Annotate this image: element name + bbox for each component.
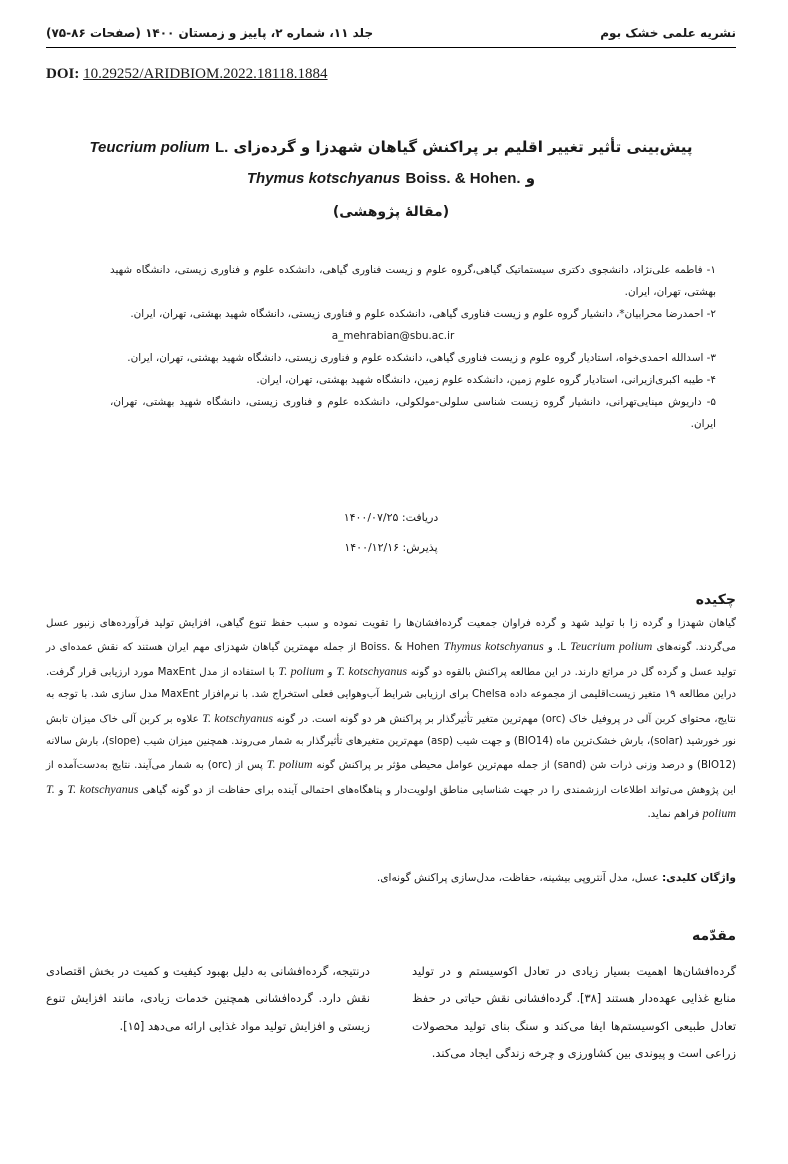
author-affiliations	[110, 259, 716, 435]
author-4: ۴- طیبه اکبری‌ازیرانی، استادیار گروه علوم زمین، دانشکده علوم زمین، دانشگاه شهید بهشتی، تهران، ایران.	[256, 374, 716, 386]
species-name: T. polium	[278, 663, 324, 678]
header-rule	[46, 47, 736, 48]
abstract-heading: چکیده	[695, 592, 736, 608]
abstract-text: با استفاده از مدل MaxEnt مورد ارزیابی قرار گرفت. دراین مطالعه ۱۹ متغیر زیست‌اقلیمی از مجموعه داده Chelsa برای ارزیابی شرایط آب‌وهوایی فعلی استخراج شد. با نرم‌افزار MaxEnt مدل سازی شد. با توجه به نتایج، محتوای کربن آلی در پروفیل خاک (orc) مهم‌ترین متغیر تأثیرگذار بر پراکنش هر دو گونه است. در گونه	[46, 666, 736, 725]
keywords-label: واژگان کلیدی:	[661, 872, 736, 884]
abstract-text: L. و	[547, 642, 566, 654]
species-name: Teucrium polium	[570, 639, 653, 654]
submission-dates	[46, 503, 736, 563]
running-header	[46, 22, 736, 44]
species-name: T. kotschyanus	[336, 663, 408, 678]
article-type: (مقالهٔ پژوهشی)	[332, 204, 450, 220]
title-species-2-author: Boiss. & Hohen.	[405, 170, 521, 187]
intro-column-left	[46, 958, 370, 1040]
doi-link[interactable]: 10.29252/ARIDBIOM.2022.18118.1884	[83, 66, 328, 82]
journal-name: نشریه علمی خشک بوم	[600, 26, 736, 40]
title-text-fa: پیش‌بینی تأثیر تغییر اقلیم بر پراکنش گیاهان شهدزا و گرده‌زای	[233, 138, 693, 156]
title-line-1	[46, 132, 736, 163]
author-2: ۲- احمدرضا محرابیان*، دانشیار گروه علوم و زیست فناوری گیاهی، دانشکده علوم و فناوری زیستی، دانشگاه شهید بهشتی، تهران، ایران.	[130, 308, 716, 320]
species-name: T. polium	[46, 781, 736, 821]
title-line-2	[46, 163, 736, 194]
keywords-value: عسل، مدل آنتروپی بیشینه، حفاظت، مدل‌سازی پراکنش گونه‌ای.	[376, 872, 659, 884]
abstract-text: و	[58, 784, 64, 796]
species-name: Thymus kotschyanus	[443, 639, 544, 654]
intro-column-right	[412, 958, 736, 1068]
abstract-body	[46, 613, 736, 827]
corresponding-email[interactable]: a_mehrabian@sbu.ac.ir	[331, 330, 455, 342]
doi-label: DOI:	[46, 66, 80, 82]
accepted-date: پذیرش: ۱۴۰۰/۱۲/۱۶	[344, 541, 438, 554]
abstract-text: فراهم نماید.	[647, 809, 700, 821]
author-1: ۱- فاطمه علی‌نژاد، دانشجوی دکتری سیستماتیک گیاهی،گروه علوم و زیست فناوری گیاهی، دانشکده علوم و فناوری زیستی، دانشگاه شهید بهشتی، تهران، ایران.	[110, 264, 716, 298]
intro-paragraph-left: درنتیجه، گرده‌افشانی به دلیل بهبود کیفیت و کمیت در بخش اقتصادی نقش دارد. گرده‌افشانی همچنین خدمات زیادی، مانند افزایش تنوع زیستی و افزایش تولید مواد غذایی ارائه می‌دهد [۱۵].	[46, 964, 370, 1033]
introduction-heading: مقدّمه	[692, 928, 736, 944]
issue-info: جلد ۱۱، شماره ۲، پاییز و زمستان ۱۴۰۰ (صفحات ۸۶-۷۵)	[46, 26, 374, 40]
abstract-text: گیاهان شهدزا و گرده زا با تولید شهد و گرده فراوان جمعیت گرده‌افشان‌ها را تقویت نموده و سبب حفظ تنوع گیاهی، افزایش تولید فرآورده‌های زنبور عسل می‌گردند. گونه‌های	[46, 618, 736, 654]
abstract-text: علاوه بر کربن آلی خاک میزان تابش نور خورشید (solar)، بارش خشک‌ترین ماه (BIO14) و جهت شیب (asp) مهم‌ترین متغیرهای تأثیرگذار به شمار می‌روند. همچنین میزان شیب (slope)، بارش سالانه (BIO12) و درصد وزنی ذرات شن (sand) از جمله مهم‌ترین عوامل محیطی مؤثر بر پراکنش گونه	[46, 713, 736, 772]
abstract-text: Boiss. & Hohen از جمله مهمترین گیاهان شهدزای مهم ایران هستند که نقش عمده‌ای در تولید عسل و گرده گل در مراتع دارند. در این مطالعه پراکنش بالقوه دو گونه	[46, 642, 736, 678]
abstract-text: و	[327, 666, 333, 678]
intro-paragraph-right: گرده‌افشان‌ها اهمیت بسیار زیادی در تعادل اکوسیستم و در تولید منابع غذایی عهده‌دار هستند [۳۸]. گرده‌افشانی نقش حیاتی در حفظ تعادل طبیعی اکوسیستم‌ها ایفا می‌کند و سنگ بنای تولید محصولات زراعی است و پیوندی بین کشاورزی و چرخه زندگی ایجاد می‌کند.	[412, 964, 736, 1061]
species-name: T. polium	[266, 757, 313, 772]
abstract-text: پس از (orc) به شمار می‌آیند. نتایج به‌دست‌آمده از این پژوهش می‌تواند اطلاعات ارزشمندی را در جهت شناسایی مناطق اولویت‌دار و پناهگاه‌های احتمالی آینده برای حفاظت از دو گونه گیاهی	[46, 760, 736, 796]
title-species-1: Teucrium polium	[89, 139, 210, 156]
author-3: ۳- اسدالله احمدی‌خواه، استادیار گروه علوم و زیست فناوری گیاهی، دانشکده علوم و فناوری زیستی، دانشگاه شهید بهشتی، تهران، ایران.	[127, 352, 716, 364]
title-species-1-author: L.	[214, 139, 229, 156]
article-title	[46, 132, 736, 194]
author-5: ۵- داریوش مینایی‌تهرانی، دانشیار گروه زیست شناسی سلولی-مولکولی، دانشکده علوم و فناوری زیستی، دانشگاه شهید بهشتی، تهران، ایران.	[110, 396, 716, 430]
species-name: T. kotschyanus	[67, 781, 139, 796]
title-species-2: Thymus kotschyanus	[246, 170, 401, 187]
received-date: دریافت: ۱۴۰۰/۰۷/۲۵	[343, 511, 439, 524]
keywords	[46, 872, 736, 884]
title-conj: و	[525, 169, 536, 187]
species-name: T. kotschyanus	[202, 710, 274, 725]
doi-line	[46, 66, 328, 83]
